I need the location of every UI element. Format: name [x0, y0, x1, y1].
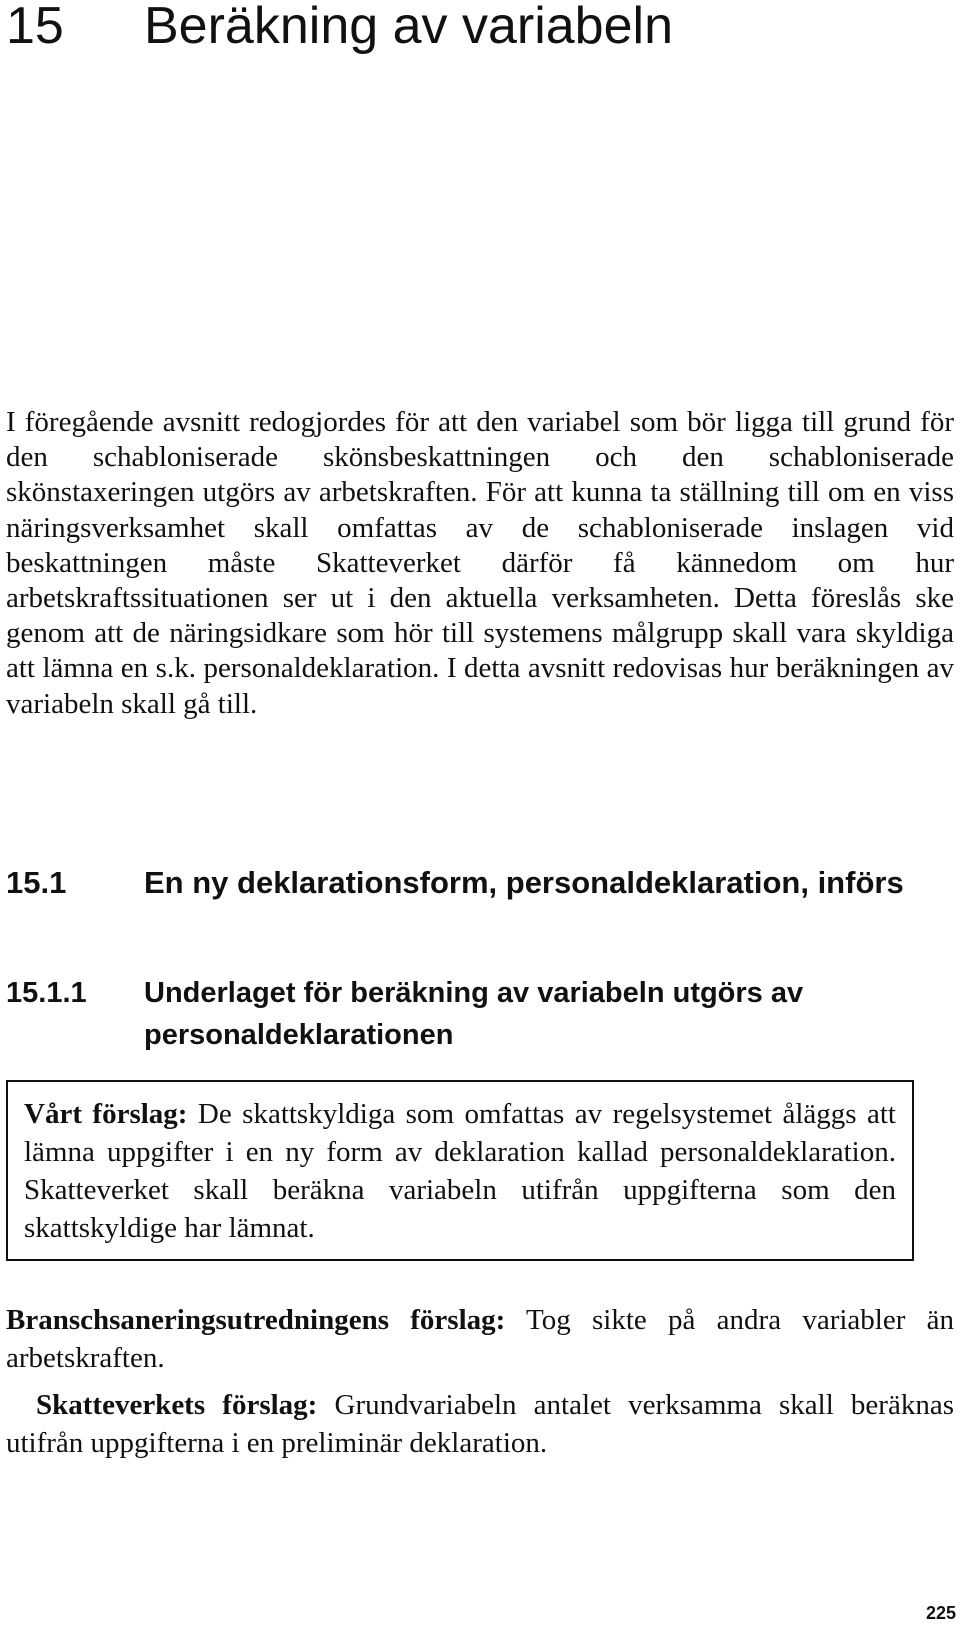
chapter-title: [6, 0, 673, 55]
intro-paragraph: I föregående avsnitt redogjordes för att den variabel som bör ligga till grund för den schabloniserade skönsbeskattningen och den schabloniserade skönstaxeringen utgörs av arbetskraften. För att kunna ta ställning till om en viss näringsverksamhet skall omfattas av de schabloniserade inslagen vid beskattningen måste Skatteverket därför få kännedom om hur arbetskraftssituationen ser ut i den aktuella verksamheten. Detta föreslås ske genom att de näringsidkare som hör till systemens målgrupp skall vara skyldiga att lämna en s.k. personaldeklaration. I detta avsnitt redovisas hur beräkningen av variabeln skall gå till.: [6, 406, 954, 720]
branch-proposal-text: Tog sikte på andra variabler än arbetskraften.: [6, 1304, 955, 1374]
branch-proposal-section: [6, 1301, 954, 1377]
chapter-number: 15: [6, 0, 64, 55]
chapter-title-text: Beräkning av variabeln: [144, 0, 673, 55]
section-heading: [6, 862, 906, 904]
subsection-heading: [6, 972, 906, 1056]
subsection-number: 15.1.1: [6, 977, 87, 1009]
subsection-title: Underlaget för beräkning av variabeln utgörs av personaldeklarationen: [144, 977, 804, 1051]
proposal-box: [6, 1080, 914, 1261]
proposal-text: De skattskyldiga som omfattas av regelsystemet åläggs att lämna uppgifter i en ny form av deklaration kallad personaldeklaration. Skatteverket skall beräkna variabeln utifrån uppgifterna som den skattskyldige har lämnat.: [24, 1098, 896, 1244]
tax-agency-proposal-section: [6, 1386, 954, 1462]
page-number: 225: [925, 1603, 956, 1623]
branch-proposal-paragraph: [6, 1301, 954, 1377]
tax-agency-proposal-label: Skatteverkets förslag:: [36, 1389, 318, 1421]
proposal-label: Vårt förslag:: [24, 1098, 188, 1130]
proposal-paragraph: [24, 1095, 896, 1247]
section-number: 15.1: [6, 865, 67, 900]
section-title: En ny deklarationsform, personaldeklaration, införs: [144, 865, 904, 900]
intro-section: [6, 405, 954, 722]
tax-agency-proposal-paragraph: [6, 1386, 954, 1462]
branch-proposal-label: Branschsaneringsutredningens förslag:: [6, 1304, 506, 1336]
tax-agency-proposal-text: Grundvariabeln antalet verksamma skall beräknas utifrån uppgifterna i en preliminär deklaration.: [6, 1389, 954, 1459]
